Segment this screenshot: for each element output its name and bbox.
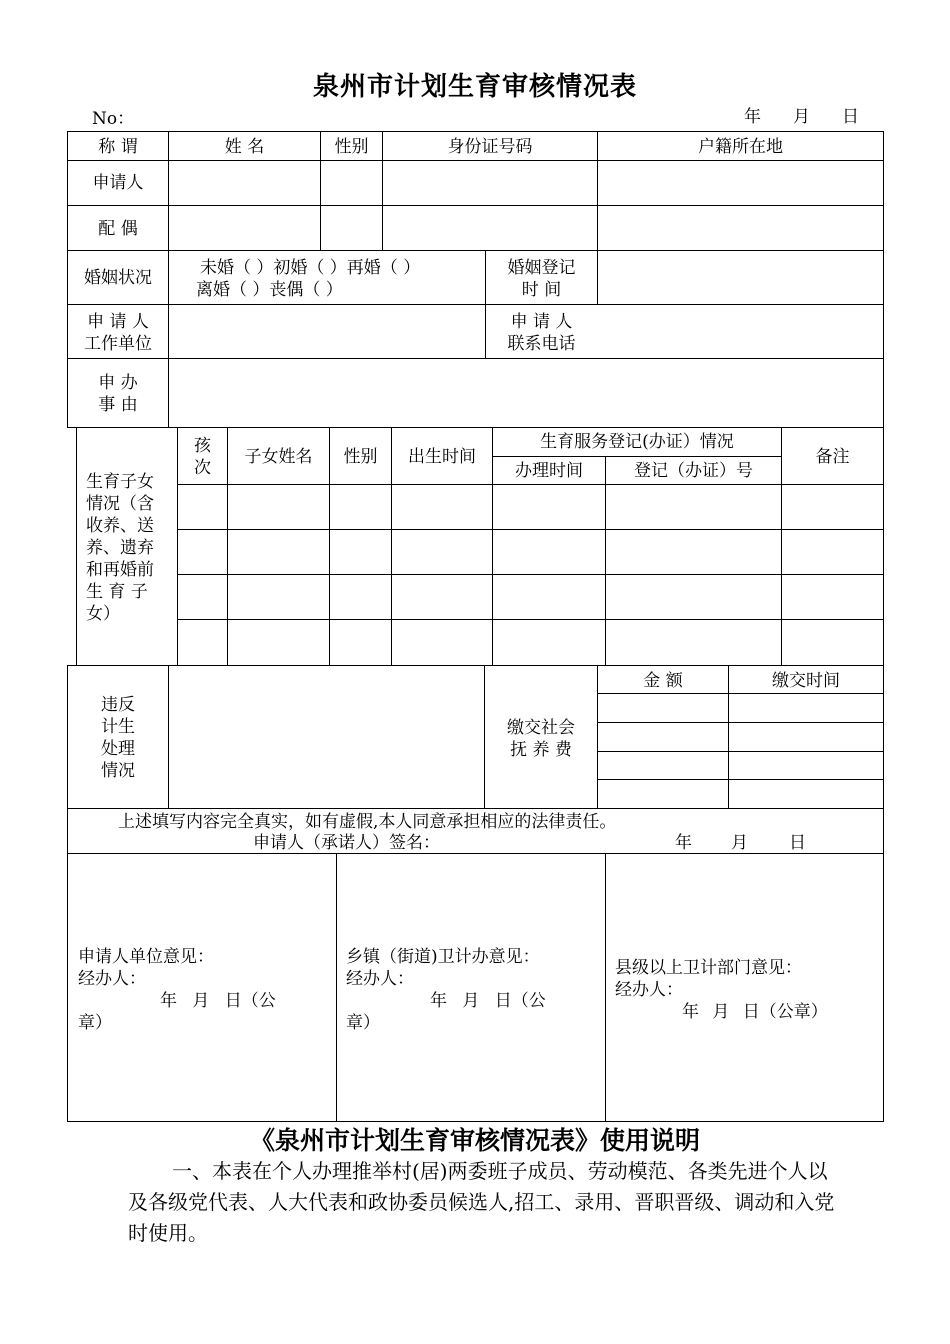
contact-phone-label-line2: 联系电话 xyxy=(507,334,576,354)
county-department-date-seal: 年 月 日（公章） xyxy=(682,1002,828,1022)
header-year: 年 xyxy=(744,107,761,127)
document-title: 泉州市计划生育审核情况表 xyxy=(312,72,637,102)
reason-label-line1: 申 办 xyxy=(98,373,138,393)
children-label-line5: 和再婚前 xyxy=(86,560,154,580)
col-header-id-number: 身份证号码 xyxy=(447,137,533,157)
declaration-statement: 上述填写内容完全真实，如有虚假,本人同意承担相应的法律责任。 xyxy=(118,812,617,832)
violation-label-line4: 情况 xyxy=(101,761,135,781)
instructions-title: 《泉州市计划生育审核情况表》使用说明 xyxy=(249,1126,700,1155)
township-office-opinion-label: 乡镇（街道)卫计办意见： xyxy=(346,947,540,967)
signature-day: 日 xyxy=(789,833,806,853)
col-child-gender: 性别 xyxy=(343,447,378,467)
marital-options-line1: 未婚（ ）初婚（ ）再婚（ ） xyxy=(200,258,421,278)
applicant-unit-opinion-label: 申请人单位意见： xyxy=(78,947,214,967)
work-unit-label-line2: 工作单位 xyxy=(84,334,152,354)
contact-phone-label-line1: 申 请 人 xyxy=(510,312,573,332)
col-header-appellation: 称 谓 xyxy=(98,137,138,157)
col-birth-time: 出生时间 xyxy=(408,447,476,467)
col-child-name: 子女姓名 xyxy=(244,447,313,467)
children-label-line2: 情况（含 xyxy=(86,494,154,514)
col-handle-time: 办理时间 xyxy=(515,461,583,481)
col-header-gender: 性别 xyxy=(334,137,369,157)
col-birth-order-line1: 孩 xyxy=(194,436,211,456)
row-label-applicant: 申请人 xyxy=(92,173,144,193)
header-month: 月 xyxy=(793,107,810,127)
col-amount: 金 额 xyxy=(643,671,683,691)
work-unit-label-line1: 申 请 人 xyxy=(87,312,149,332)
children-label-line3: 收养、送 xyxy=(86,516,154,536)
number-label: No： xyxy=(92,109,135,129)
children-label-line4: 养、遗弃 xyxy=(86,538,154,558)
signature-label: 申请人（承诺人）签名： xyxy=(253,833,440,853)
col-registration-number: 登记（办证）号 xyxy=(634,461,753,481)
applicant-unit-handler-label: 经办人： xyxy=(78,969,146,989)
marriage-reg-time-label-line1: 婚姻登记 xyxy=(507,258,576,278)
reason-label-line2: 事 由 xyxy=(98,395,138,415)
township-office-handler-label: 经办人： xyxy=(346,969,414,989)
social-support-fee-label-line1: 缴交社会 xyxy=(507,718,575,738)
marriage-reg-time-label-line2: 时 间 xyxy=(521,280,562,300)
header-day: 日 xyxy=(842,107,859,127)
col-remarks: 备注 xyxy=(815,447,850,467)
instructions-paragraph-container xyxy=(128,1156,838,1249)
children-label-line7: 女） xyxy=(86,604,120,624)
violation-label-line3: 处理 xyxy=(101,739,135,759)
children-label-line6: 生 育 子 xyxy=(86,582,148,602)
township-office-date-seal: 年 月 日（公 xyxy=(430,991,546,1011)
row-label-spouse: 配 偶 xyxy=(98,219,138,239)
social-support-fee-label-line2: 抚 养 费 xyxy=(510,740,572,760)
marital-options-line2: 离婚（ ）丧偶（ ） xyxy=(196,280,343,300)
col-payment-time: 缴交时间 xyxy=(772,671,840,691)
instructions-paragraph: 一、本表在个人办理推举村(居)两委班子成员、劳动模范、各类先进个人以及各级党代表、人大代表和政协委员候选人,招工、录用、晋职晋级、调动和入党时使用。 xyxy=(128,1159,835,1245)
col-service-registration: 生育服务登记(办证）情况 xyxy=(540,432,734,452)
children-label-line1: 生育子女 xyxy=(86,472,154,492)
violation-label-line2: 计生 xyxy=(101,717,135,737)
violation-label-line1: 违反 xyxy=(101,695,135,715)
signature-year: 年 xyxy=(675,833,692,853)
applicant-unit-seal-end: 章） xyxy=(78,1013,112,1033)
col-birth-order-line2: 次 xyxy=(194,458,211,478)
col-header-name: 姓 名 xyxy=(224,137,265,157)
county-department-opinion-label: 县级以上卫计部门意见： xyxy=(615,958,802,978)
col-header-household-location: 户籍所在地 xyxy=(698,137,783,157)
marital-status-label: 婚姻状况 xyxy=(84,268,152,288)
applicant-unit-date-seal: 年 月 日（公 xyxy=(160,991,276,1011)
township-office-seal-end: 章） xyxy=(346,1013,380,1033)
signature-month: 月 xyxy=(731,833,748,853)
county-department-handler-label: 经办人： xyxy=(615,980,683,1000)
